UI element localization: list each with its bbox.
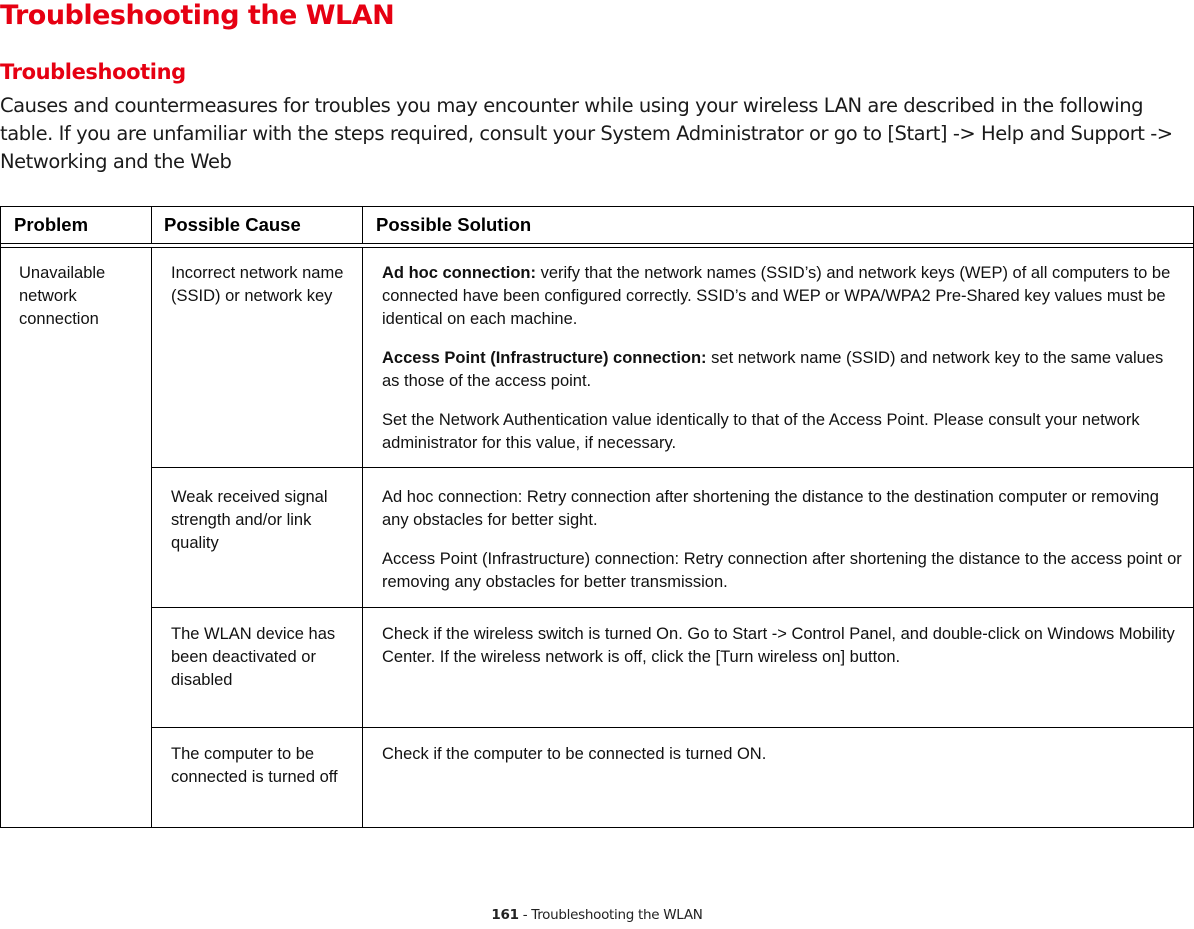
page-title: Troubleshooting the WLAN: [0, 0, 395, 31]
footer-chapter: Troubleshooting the WLAN: [531, 907, 703, 923]
solution-paragraph: Ad hoc connection: Retry connection after shortening the distance to the destination computer or removing any obstacles for better sight.: [382, 488, 1159, 529]
page-number: 161: [491, 907, 519, 923]
solution-paragraph: Ad hoc connection: verify that the network names (SSID’s) and network keys (WEP) of all computers to be connected have been configured correctly. SSID’s and WEP or WPA/WPA2 Pre-Shared key values must be identical on each machine.: [382, 264, 1171, 328]
problem-cell: Unavailable network connection: [19, 264, 106, 328]
footer-separator: -: [518, 907, 532, 923]
header-rule-bottom: [0, 247, 1194, 248]
solution-paragraph: Access Point (Infrastructure) connection: Retry connection after shortening the distance to the access point or removing any obstacles for better transmission.: [382, 550, 1182, 591]
solution-paragraph: Check if the wireless switch is turned On. Go to Start -> Control Panel, and double-click on Windows Mobility Center. If the wireless network is off, click the [Turn wireless on] button.: [382, 625, 1175, 666]
intro-paragraph: Causes and countermeasures for troubles you may encounter while using your wireless LAN are described in the following table. If you are unfamiliar with the steps required, consult your System Administrator or go to [Start] -> Help and Support -> Networking and the Web: [0, 94, 1173, 173]
row-divider: [151, 467, 1194, 468]
cause-cell-weak-signal: Weak received signal strength and/or link quality: [171, 488, 328, 552]
column-divider-2: [362, 248, 363, 828]
header-possible-solution: Possible Solution: [376, 214, 532, 235]
header-problem: Problem: [14, 214, 89, 235]
row-divider: [151, 727, 1194, 728]
header-divider-2: [362, 206, 363, 243]
column-divider-1: [151, 248, 152, 828]
cause-cell-computer-off: The computer to be connected is turned off: [171, 745, 338, 786]
solution-cell-weak-signal: [382, 486, 1182, 594]
page-footer: [0, 907, 1194, 923]
header-possible-cause: Possible Cause: [164, 214, 301, 235]
solution-paragraph: Access Point (Infrastructure) connection: set network name (SSID) and network key to the same values as those of the access point.: [382, 349, 1164, 390]
solution-cell-incorrect-network-name: [382, 262, 1182, 455]
cause-cell-incorrect-network-name: Incorrect network name (SSID) or network key: [171, 264, 344, 305]
cause-cell-device-deactivated: The WLAN device has been deactivated or disabled: [171, 625, 336, 689]
solution-paragraph: Set the Network Authentication value identically to that of the Access Point. Please consult your network administrator for this value, if necessary.: [382, 411, 1140, 452]
section-heading: Troubleshooting: [0, 60, 186, 84]
solution-cell-device-deactivated: [382, 623, 1182, 669]
solution-paragraph: Check if the computer to be connected is turned ON.: [382, 745, 767, 763]
header-rule-top: [0, 243, 1194, 244]
row-divider: [151, 607, 1194, 608]
solution-cell-computer-off: [382, 743, 1182, 766]
header-divider-1: [151, 206, 152, 243]
